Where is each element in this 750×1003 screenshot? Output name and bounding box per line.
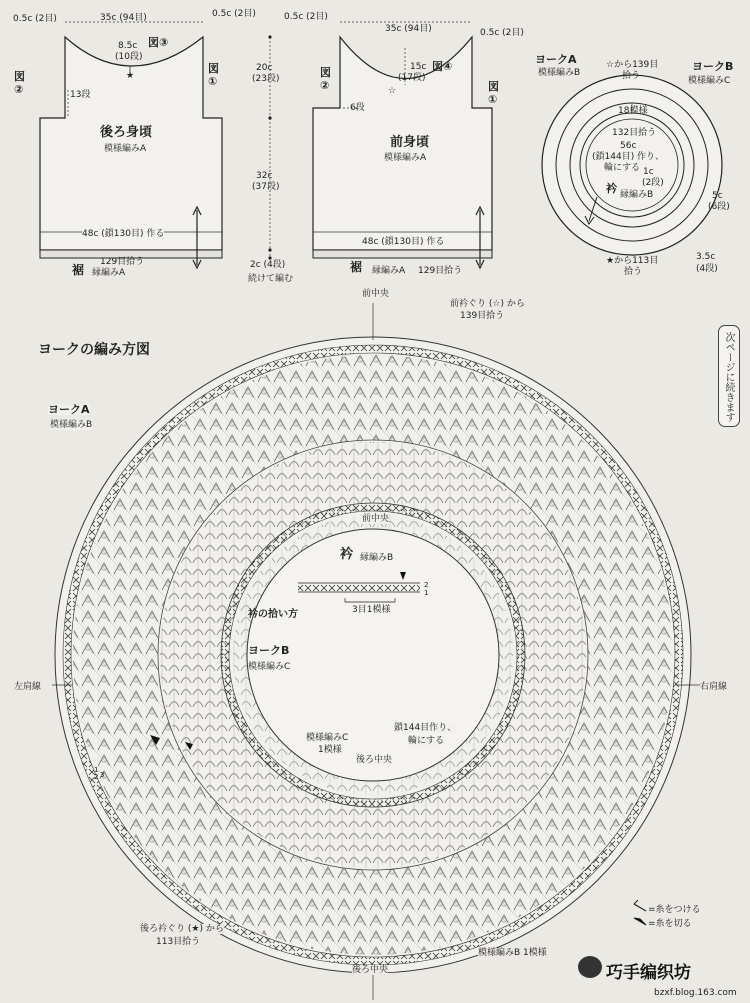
front-hem-pattern: 縁編みA — [372, 266, 406, 276]
front-bottom-note: 48c (鎖130目) 作る — [362, 237, 445, 247]
small-star-fill: ★から113目 — [606, 256, 659, 266]
continue-note-box — [718, 325, 740, 427]
back-body-pattern: 模様編みA — [104, 144, 147, 154]
pattern-b-repeat: 模様編みB 1模様 — [478, 948, 547, 958]
back-bottom-note: 48c (鎖130目) 作る — [82, 229, 165, 239]
back-neck-depth: 8.5c — [118, 41, 138, 51]
back-center-inner: 後ろ中央 — [356, 755, 393, 765]
hem-height: 2c (4段) — [250, 260, 286, 270]
small-collar: 衿 — [606, 182, 617, 195]
left-shoulder: 左肩線 — [14, 682, 42, 692]
collar-pickup: 衿の拾い方 — [248, 609, 298, 620]
small-star-open: ☆から139目 — [606, 60, 659, 70]
front-neck-2: 139目拾う — [460, 311, 505, 321]
row-3: 3 — [100, 771, 105, 779]
small-c56: 56c — [620, 141, 637, 151]
back-hem-pattern: 縁編みA — [92, 268, 126, 278]
small-collar-pattern: 縁編みB — [620, 190, 654, 200]
front-body-title: 前身頃 — [390, 135, 430, 150]
small-c1: 1c — [643, 167, 654, 177]
body-rows: (37段) — [252, 182, 280, 192]
front-armhole-rows: 6段 — [350, 103, 365, 113]
chain-2: 輪にする — [408, 736, 445, 746]
front-neck-depth: 15c — [410, 62, 427, 72]
small-st132: 132目拾う — [612, 128, 657, 138]
small-yoke-b-pattern: 模様編みC — [688, 76, 731, 86]
small-c5: 5c — [712, 191, 723, 201]
back-top-width: 35c (94目) — [100, 13, 147, 23]
back-fig2: 図② — [14, 70, 25, 96]
pattern-c-2: 1模様 — [318, 745, 342, 755]
front-fig1: 図① — [488, 80, 499, 106]
svg-text:★: ★ — [126, 71, 135, 81]
front-shoulder-right: 0.5c (2目) — [480, 28, 524, 38]
back-neck-1: 後ろ衿ぐり (★) から — [140, 924, 224, 934]
chart-yoke-a-pattern: 模様編みB — [50, 420, 93, 430]
front-neck-rows: (17段) — [398, 73, 426, 83]
small-c35: 3.5c — [696, 252, 716, 262]
back-pickup: 129目拾う — [100, 257, 145, 267]
row-1: 1 — [94, 766, 99, 774]
small-pickup-2: 拾う — [624, 267, 643, 277]
front-fig4: 図④ — [432, 60, 453, 73]
back-center-bottom: 後ろ中央 — [352, 965, 389, 975]
small-chain144: (鎖144目) 作り、 — [592, 152, 665, 162]
collar-row2: 2 — [424, 581, 429, 589]
chart-yoke-a: ヨークA — [48, 403, 90, 416]
front-shoulder-left: 0.5c (2目) — [284, 12, 328, 22]
back-armhole-rows: 13段 — [70, 90, 91, 100]
front-body-pattern: 模様編みA — [384, 153, 427, 163]
legend-cut: =糸を切る — [648, 919, 692, 929]
repeat-3: 3目1模様 — [352, 605, 391, 615]
small-r6: (6段) — [708, 202, 730, 212]
pattern-c-1: 模様編みC — [306, 733, 349, 743]
chart-collar-pattern: 縁編みB — [360, 553, 394, 563]
watermark: 巧手编织坊 — [606, 963, 691, 983]
armhole-height: 20c — [256, 63, 273, 73]
continue-note: 続けて編む — [248, 274, 294, 284]
small-pickup-1: 拾う — [622, 71, 641, 81]
source-url: bzxf.blog.163.com — [654, 988, 737, 998]
svg-text:☆: ☆ — [388, 86, 397, 96]
back-shoulder-right: 0.5c (2目) — [212, 9, 256, 19]
armhole-rows: (23段) — [252, 74, 280, 84]
small-r2: (2段) — [642, 178, 664, 188]
back-neck-2: 113目拾う — [156, 937, 201, 947]
front-hem: 裾 — [350, 260, 363, 274]
back-neck-rows: (10段) — [115, 52, 143, 62]
legend-join: =糸をつける — [648, 905, 701, 915]
small-ring: 輪にする — [604, 163, 641, 173]
back-fig1: 図① — [208, 62, 219, 88]
row-2: 2 — [94, 773, 99, 781]
back-hem: 裾 — [72, 263, 85, 277]
front-fig2: 図② — [320, 66, 331, 92]
front-pickup: 129目拾う — [418, 266, 463, 276]
yoke-chart — [52, 303, 700, 1000]
back-shoulder-left: 0.5c (2目) — [13, 14, 57, 24]
chain-1: 鎖144目作り、 — [394, 723, 457, 733]
small-st18: 18模様 — [618, 106, 648, 116]
chart-yoke-b-pattern: 模様編みC — [248, 662, 291, 672]
body-height: 32c — [256, 171, 273, 181]
front-center-top: 前中央 — [362, 289, 390, 299]
back-fig3: 図③ — [148, 36, 169, 49]
wechat-icon — [578, 956, 602, 978]
front-top-width: 35c (94目) — [385, 24, 432, 34]
small-yoke-a: ヨークA — [535, 53, 577, 66]
right-shoulder: 右肩線 — [700, 682, 728, 692]
collar-row1: 1 — [424, 589, 429, 597]
small-r4: (4段) — [696, 264, 718, 274]
back-body-title: 後ろ身頃 — [100, 125, 153, 140]
front-neck-1: 前衿ぐり (☆) から — [450, 299, 525, 309]
front-center-inner: 前中央 — [362, 514, 390, 524]
legend-symbols — [634, 900, 646, 925]
small-yoke-a-pattern: 模様編みB — [538, 68, 581, 78]
chart-heading: ヨークの編み方図 — [38, 342, 150, 358]
chart-yoke-b: ヨークB — [248, 644, 290, 657]
continue-next-page: 次ページに続きます — [723, 332, 734, 422]
small-yoke-b: ヨークB — [692, 60, 734, 73]
chart-collar: 衿 — [340, 547, 354, 562]
